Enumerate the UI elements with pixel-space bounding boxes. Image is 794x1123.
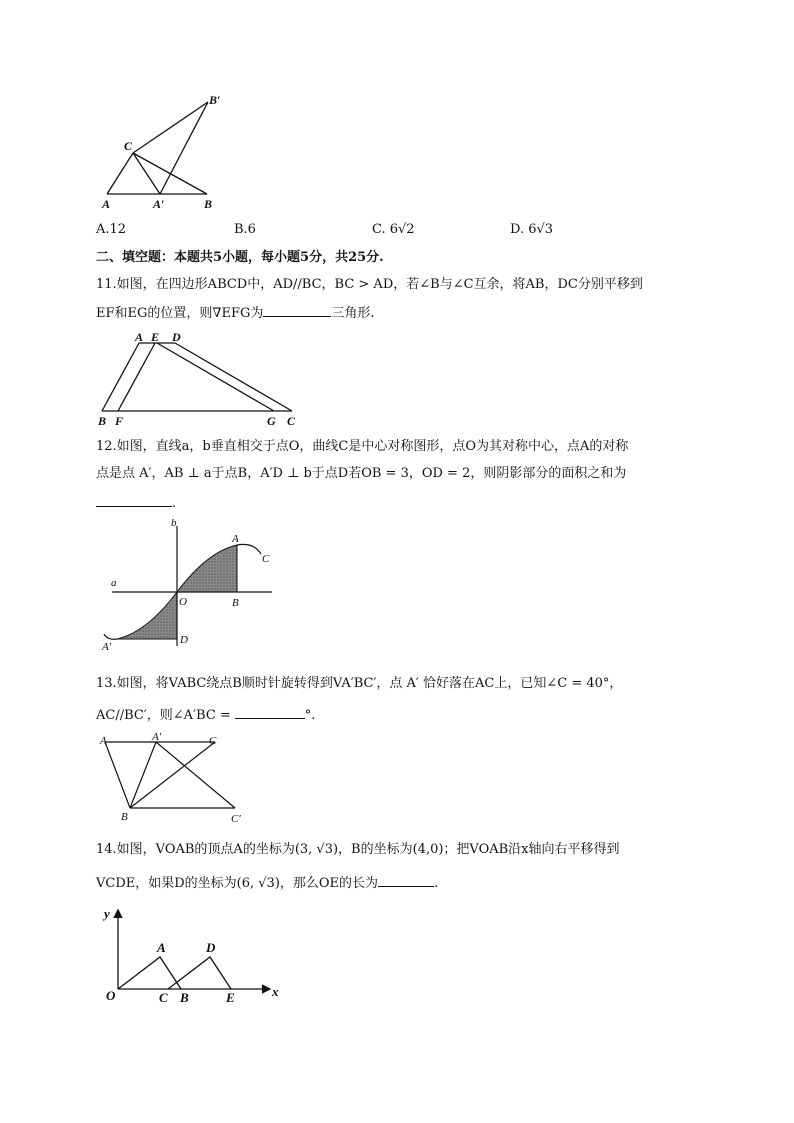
- q10-label-C: C: [124, 139, 133, 153]
- q14-label-y: y: [104, 906, 110, 921]
- q12-answer-blank[interactable]: [96, 492, 172, 507]
- q11-label-A: A: [135, 330, 144, 344]
- q10-label-B-prime: B′: [209, 93, 221, 107]
- q10-label-A-prime: A′: [153, 197, 165, 211]
- q10-option-b: B.6: [234, 222, 256, 237]
- q11-segment-AB: [102, 343, 139, 411]
- q14-line-2-text: VCDE，如果D的坐标为(6, √3)，那么OE的长为: [96, 876, 379, 891]
- q10-option-a: A.12: [96, 222, 127, 237]
- q10-segment-A-prime-B-prime: [160, 102, 208, 194]
- q12-line-1: 12.如图，直线a，b垂直相交于点O，曲线C是中心对称图形，点O为其对称中心，点A的对称: [96, 439, 629, 454]
- q11-label-E: E: [151, 330, 160, 344]
- q14-x-arrow: [262, 985, 270, 993]
- q13-label-A: A: [100, 735, 107, 747]
- q14-label-E: E: [226, 990, 235, 1005]
- q14-line-1: 14.如图，VOAB的顶点A的坐标为(3, √3)，B的坐标为(4,0)；把VOAB沿x轴向右平移得到: [96, 842, 620, 857]
- q12-line-2: 点是点 A′，AB ⊥ a于点B，A′D ⊥ b于点D若OB = 3，OD = 2，则阴影部分的面积之和为: [96, 466, 627, 481]
- q11-line-2: [96, 302, 375, 324]
- q12-label-a: a: [111, 577, 117, 589]
- q11-label-G: G: [267, 414, 276, 428]
- q14-label-D: D: [206, 940, 216, 955]
- q11-answer-blank[interactable]: [263, 302, 331, 317]
- q14-label-O: O: [106, 988, 116, 1003]
- q13-label-B: B: [121, 811, 128, 823]
- q13-answer-blank[interactable]: [235, 704, 305, 719]
- q14-line-2-suffix: .: [434, 876, 439, 891]
- q13-line-1: 13.如图，将VABC绕点B顺时针旋转得到VA′BC′，点 A′ 恰好落在AC上，已知∠C = 40°，: [96, 676, 623, 691]
- q10-segment-CB-prime: [133, 102, 208, 153]
- q11-line-2-suffix: 三角形.: [331, 306, 375, 321]
- q11-line-1: 11.如图，在四边形ABCD中，AD//BC，BC > AD，若∠B与∠C互余，将AB，DC分别平移到: [96, 277, 643, 292]
- q10-segment-CA-prime: [133, 153, 160, 194]
- q13-line-2-suffix: °.: [304, 708, 316, 723]
- q13-label-C-prime: C′: [231, 813, 241, 825]
- q12-label-A-prime: A′: [102, 641, 112, 653]
- q14-answer-blank[interactable]: [378, 872, 434, 887]
- q13-line-2: [96, 704, 315, 726]
- q12-label-b: b: [171, 517, 177, 529]
- q10-option-c: C. 6√2: [372, 222, 415, 237]
- q12-curve-c-start: [104, 634, 117, 639]
- q11-label-B: B: [98, 414, 107, 428]
- q11-label-F: F: [115, 414, 124, 428]
- q11-segment-EF: [118, 343, 155, 411]
- q13-line-2-text: AC//BC′，则∠A′BC =: [96, 708, 231, 723]
- q12-line-3: [96, 492, 176, 514]
- q13-segment-AB: [105, 742, 130, 808]
- q12-shaded-lower: [117, 592, 177, 639]
- q13-label-A-prime: A′: [152, 731, 162, 743]
- q14-triangle-OAB: [118, 957, 181, 989]
- q12-label-C: C: [262, 553, 270, 565]
- q12-curve-c-end: [237, 544, 261, 554]
- q12-shaded-upper: [177, 545, 237, 592]
- q12-line-3-suffix: .: [172, 496, 177, 511]
- q13-segment-A-prime-C-prime: [156, 742, 235, 808]
- q13-label-C: C: [209, 735, 217, 747]
- q11-segment-EG: [157, 343, 274, 411]
- q10-option-d: D. 6√3: [510, 222, 554, 237]
- q13-figure: [95, 730, 255, 828]
- q11-line-2-text: EF和EG的位置，则∇EFG为: [96, 306, 264, 321]
- q11-figure: [95, 330, 305, 428]
- q12-label-O: O: [179, 596, 187, 608]
- q12-label-B: B: [232, 597, 239, 609]
- q11-label-D: D: [172, 330, 181, 344]
- q12-figure: [100, 516, 280, 654]
- q14-label-C: C: [159, 990, 168, 1005]
- q14-label-A: A: [157, 940, 166, 955]
- section-2-title: 二、填空题：本题共5小题，每小题5分，共25分.: [96, 250, 384, 265]
- q10-segment-AC: [107, 153, 133, 194]
- q14-label-x: x: [272, 984, 279, 999]
- q10-label-A: A: [102, 197, 111, 211]
- q14-figure: [100, 902, 290, 1008]
- q10-label-B: B: [204, 197, 213, 211]
- q11-label-C: C: [287, 414, 296, 428]
- q12-label-A: A: [232, 533, 239, 545]
- q12-label-D: D: [180, 634, 188, 646]
- q10-figure: [95, 92, 235, 212]
- q11-segment-DC: [175, 343, 292, 411]
- q14-label-B: B: [180, 990, 189, 1005]
- q14-y-arrow: [114, 910, 122, 918]
- q14-line-2: [96, 872, 438, 894]
